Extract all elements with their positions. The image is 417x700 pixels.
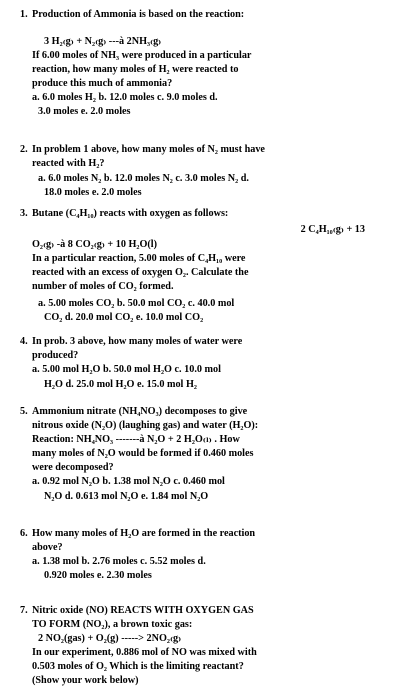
question-text: In a particular reaction, 5.00 moles of C₄H₁₀ were <box>32 253 246 264</box>
question-text: Nitric oxide (NO) REACTS WITH OXYGEN GAS <box>32 605 254 616</box>
reaction-equation: 3 H₂₍g₎ + N₂₍g₎ ---à 2NH₃₍g₎ <box>44 36 162 47</box>
question-text: produce this much of ammonia? <box>32 78 173 89</box>
question-text: Butane (C₄H₁₀) reacts with oxygen as follows: <box>32 208 229 219</box>
question-text: If 6.00 moles of NH₃ were produced in a particular <box>32 50 252 61</box>
answer-choices: 0.920 moles e. 2.30 moles <box>44 570 152 581</box>
question-text: many moles of N₂O would be formed if 0.460 moles <box>32 448 254 459</box>
question-text: above? <box>32 542 63 553</box>
answer-choices: 3.0 moles e. 2.0 moles <box>38 106 131 117</box>
question-text: How many moles of H₂O are formed in the reaction <box>32 528 256 539</box>
question-number: 6. <box>20 528 28 539</box>
reaction-equation: O₂₍g₎ -à 8 CO₂₍g₎ + 10 H₂O(l) <box>32 239 158 250</box>
answer-choices: a. 6.0 moles H₂ b. 12.0 moles c. 9.0 moles d. <box>32 92 218 103</box>
question-text: In problem 1 above, how many moles of N₂ must have <box>32 144 265 155</box>
answer-choices: a. 5.00 moles CO₂ b. 50.0 mol CO₂ c. 40.0 mol <box>38 298 235 309</box>
answer-choices: a. 5.00 mol H₂O b. 50.0 mol H₂O c. 10.0 mol <box>32 364 221 375</box>
question-text: 0.503 moles of O₂ Which is the limiting reactant? <box>32 661 244 672</box>
reaction-equation: Reaction: NH₄NO₃ -------à N₂O + 2 H₂O₍ₗ₎ . How <box>32 434 240 445</box>
reaction-equation: 2 C₄H₁₀₍g₎ + 13 <box>300 224 365 235</box>
reaction-equation: 2 NO₂(gas) + O₂(g) -----> 2NO₂₍g₎ <box>38 633 182 644</box>
question-text: reacted with H₂? <box>32 158 105 169</box>
question-text: number of moles of CO₂ formed. <box>32 281 174 292</box>
question-number: 4. <box>20 336 28 347</box>
answer-choices: H₂O d. 25.0 mol H₂O e. 15.0 mol H₂ <box>44 379 197 390</box>
question-number: 3. <box>20 208 28 219</box>
question-text: In our experiment, 0.886 mol of NO was mixed with <box>32 647 257 658</box>
question-number: 2. <box>20 144 28 155</box>
answer-choices: 18.0 moles e. 2.0 moles <box>44 187 142 198</box>
question-text: were decomposed? <box>32 462 114 473</box>
question-text: reaction, how many moles of H₂ were reacted to <box>32 64 239 75</box>
question-text: Ammonium nitrate (NH₄NO₃) decomposes to give <box>32 406 248 417</box>
question-text: Production of Ammonia is based on the reaction: <box>32 9 245 20</box>
answer-choices: a. 6.0 moles N₂ b. 12.0 moles N₂ c. 3.0 moles N₂ d. <box>38 173 249 184</box>
answer-choices: CO₂ d. 20.0 mol CO₂ e. 10.0 mol CO₂ <box>44 312 204 323</box>
question-number: 1. <box>20 9 28 20</box>
answer-choices: a. 1.38 mol b. 2.76 moles c. 5.52 moles d. <box>32 556 206 567</box>
question-text: TO FORM (NO₂), a brown toxic gas: <box>32 619 193 630</box>
question-text: produced? <box>32 350 79 361</box>
question-number: 5. <box>20 406 28 417</box>
question-text: nitrous oxide (N₂O) (laughing gas) and water (H₂O): <box>32 420 259 431</box>
answer-choices: a. 0.92 mol N₂O b. 1.38 mol N₂O c. 0.460 mol <box>32 476 225 487</box>
question-text: (Show your work below) <box>32 675 139 686</box>
question-text: reacted with an excess of oxygen O₂. Calculate the <box>32 267 249 278</box>
answer-choices: N₂O d. 0.613 mol N₂O e. 1.84 mol N₂O <box>44 491 209 502</box>
question-text: In prob. 3 above, how many moles of water were <box>32 336 243 347</box>
question-number: 7. <box>20 605 28 616</box>
